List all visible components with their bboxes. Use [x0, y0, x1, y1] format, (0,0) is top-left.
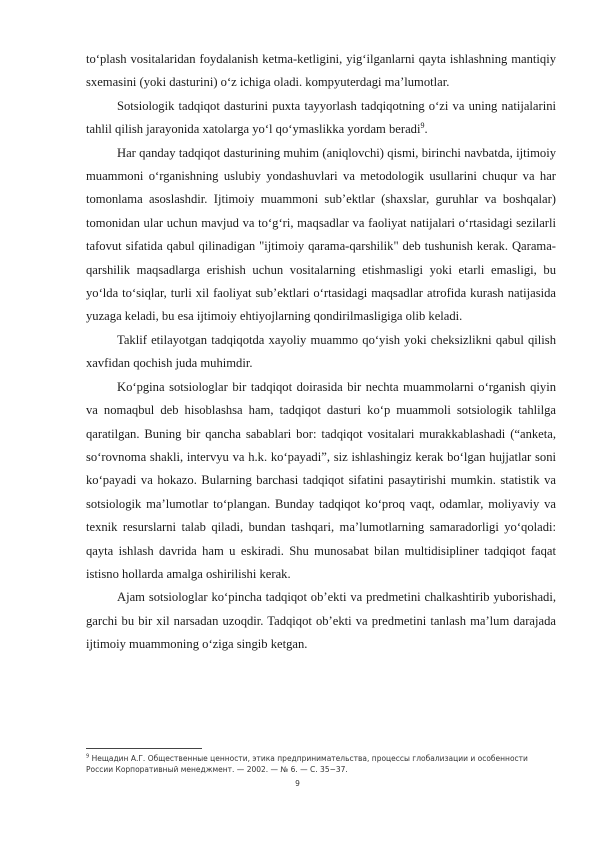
paragraph-continuation: to‘plash vositalaridan foydalanish ketma-ketligini, yig‘ilganlarni qayta ishlashning mantiqiy sxemasini (yoki dasturini) o‘z ichiga oladi. kompyuterdagi ma’lumotlar. [86, 52, 556, 90]
paragraph-program-preparation [86, 95, 556, 142]
footnote-text: Нещадин А.Г. Общественные ценности, этика предпринимательства, процессы глобализации и особенности России Корпоративный менеджмент. — 2002. — № 6. — С. 35−37. [86, 754, 528, 774]
document-body [86, 48, 556, 657]
paragraph-tail: . [424, 122, 428, 137]
footnote-divider [86, 748, 202, 749]
paragraph-object-subject: Ajam sotsiologlar ko‘pincha tadqiqot ob’ekti va predmetini chalkashtirib yuborishadi, garchi bu bir xil narsadan uzoqdir. Tadqiqot ob’ekti va predmetini tanlash ma’lum darajada ijtimoiy muammoning o‘ziga singib ketgan. [86, 590, 556, 652]
footnote [86, 753, 556, 775]
paragraph-text: Sotsiologik tadqiqot dasturini puxta tayyorlash tadqiqotning o‘zi va uning natijalarini tahlil qilish jarayonida xatolarga yo‘l qo‘ymaslikka yordam beradi [86, 98, 556, 137]
paragraph-multiproblem-research: Ko‘pgina sotsiologlar bir tadqiqot doirasida bir nechta muammolarni o‘rganish qiyin va nomaqbul deb hisoblashsa ham, tadqiqot dasturi ko‘p muammoli sotsiologik tahlilga qaratilgan. Buning bir qancha sabablari bor: tadqiqot vositalari murakkablashadi (“anketa, so‘rovnoma shakli, intervyu va h.k. ko‘payadi”, siz ishlashingiz kerak bo‘lgan hujjatlar soni ko‘payadi va hokazo. Bularning barchasi tadqiqot sifatini pasaytirishi mumkin. statistik va sotsiologik ma’lumotlar to‘plangan. Bunday tadqiqot ko‘proq vaqt, odamlar, moliyaviy va texnik resurslarni talab qiladi, bundan tashqari, ma’lumotlarning samaradorligi yo‘qoladi: qayta ishlash davrida ham u eskiradi. Shu munosabat bilan multidisipliner tadqiqot faqat istisno hollarda amalga oshirilishi kerak. [86, 379, 556, 581]
page-number: 9 [295, 779, 300, 788]
paragraph-imaginary-problem: Taklif etilayotgan tadqiqotda xayoliy muammo qo‘yish yoki cheksizlikni qabul qilish xavfidan qochish juda muhimdir. [86, 332, 556, 371]
paragraph-social-problem: Har qanday tadqiqot dasturining muhim (aniqlovchi) qismi, birinchi navbatda, ijtimoiy muammoni o‘rganishning uslubiy yondashuvlari va metodologik usullarini chuqur va har tomonlama asoslashdir. Ijtimoiy muammoni sub’ektlar (shaxslar, guruhlar va boshqalar) tomonidan ular uchun mavjud va to‘g‘ri, maqsadlar va faoliyat natijalari o‘rtasidagi sezilarli tafovut sifatida qabul qilinadigan "ijtimoiy qarama-qarshilik" deb tushunish kerak. Qarama-qarshilik maqsadlarga erishish uchun vositalarning etishmasligi yoki etarli emasligi, bu yo‘lda to‘siqlar, turli xil faoliyat sub’ektlari o‘rtasidagi maqsadlar atrofida kurash natijasida yuzaga keladi, bu esa ijtimoiy ehtiyojlarning qondirilmasligiga olib keladi. [86, 145, 556, 324]
footnote-number: 9 [86, 753, 90, 760]
footnote-reference[interactable]: 9 [420, 121, 425, 131]
